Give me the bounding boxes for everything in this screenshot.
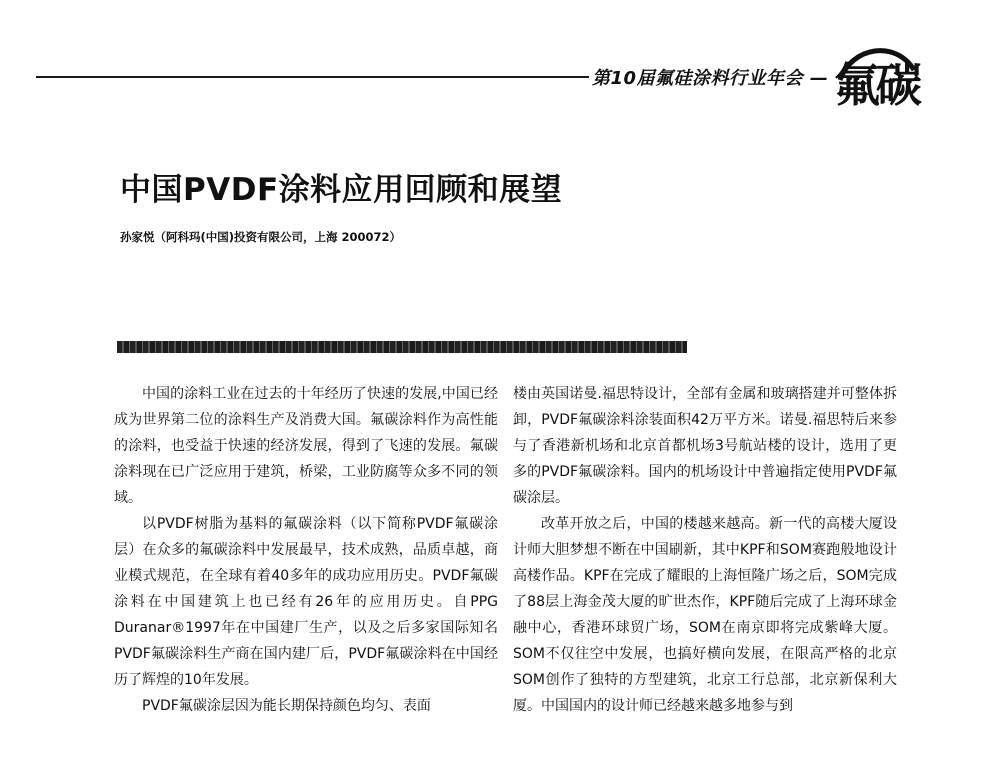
paragraph: 以PVDF树脂为基料的氟碳涂料（以下简称PVDF氟碳涂层）在众多的氟碳涂料中发展最早，技术成熟，品质卓越，商业模式规范，在全球有着40多年的成功应用历史。PVDF氟碳涂料在中国建筑上也已经有26年的应用历史。自PPG Duranar®1997年在中国建厂生产，以及之后多家国际知名PVDF氟碳涂料生产商在国内建厂后，PVDF氟碳涂料在中国经历了辉煌的10年发展。 [114, 516, 498, 688]
section-divider-bar [117, 341, 687, 353]
logo-text: 氟碳 [834, 58, 918, 112]
paragraph: 楼由英国诺曼.福思特设计，全部有金属和玻璃搭建并可整体拆卸，PVDF氟碳涂料涂装面积42万平方米。诺曼.福思特后来参与了香港新机场和北京首都机场3号航站楼的设计，选用了更多的PVDF氟碳涂料。国内的机场设计中普遍指定使用PVDF氟碳涂层。 [513, 386, 897, 506]
conference-name [592, 64, 828, 90]
conference-dash: — [803, 68, 829, 89]
conference-label: 第10届氟硅涂料行业年会 [592, 68, 804, 89]
header-rule [36, 76, 589, 78]
paper-authors: 孙家悦（阿科玛(中国)投资有限公司，上海 200072） [120, 230, 402, 244]
conference-logo [834, 40, 964, 114]
body-column-left [114, 381, 498, 719]
paragraph: 改革开放之后，中国的楼越来越高。新一代的高楼大厦设计师大胆梦想不断在中国刷新，其中KPF和SOM赛跑般地设计高楼作品。KPF在完成了耀眼的上海恒隆广场之后，SOM完成了88层上海金茂大厦的旷世杰作，KPF随后完成了上海环球金融中心，香港环球贸广场，SOM在南京即将完成紫峰大厦。SOM不仅往空中发展，也搞好横向发展，在限高严格的北京SOM创作了独特的方型建筑，北京工行总部，北京新保利大厦。中国国内的设计师已经越来越多地参与到 [513, 516, 897, 714]
paper-title: 中国PVDF涂料应用回顾和展望 [120, 172, 563, 208]
paragraph: PVDF氟碳涂层因为能长期保持颜色均匀、表面 [142, 698, 431, 714]
paragraph: 中国的涂料工业在过去的十年经历了快速的发展,中国已经成为世界第二位的涂料生产及消费大国。氟碳涂料作为高性能的涂料，也受益于快速的经济发展，得到了飞速的发展。氟碳涂料现在已广泛应用于建筑，桥梁，工业防腐等众多不同的领域。 [114, 386, 498, 506]
body-column-right [513, 381, 897, 719]
